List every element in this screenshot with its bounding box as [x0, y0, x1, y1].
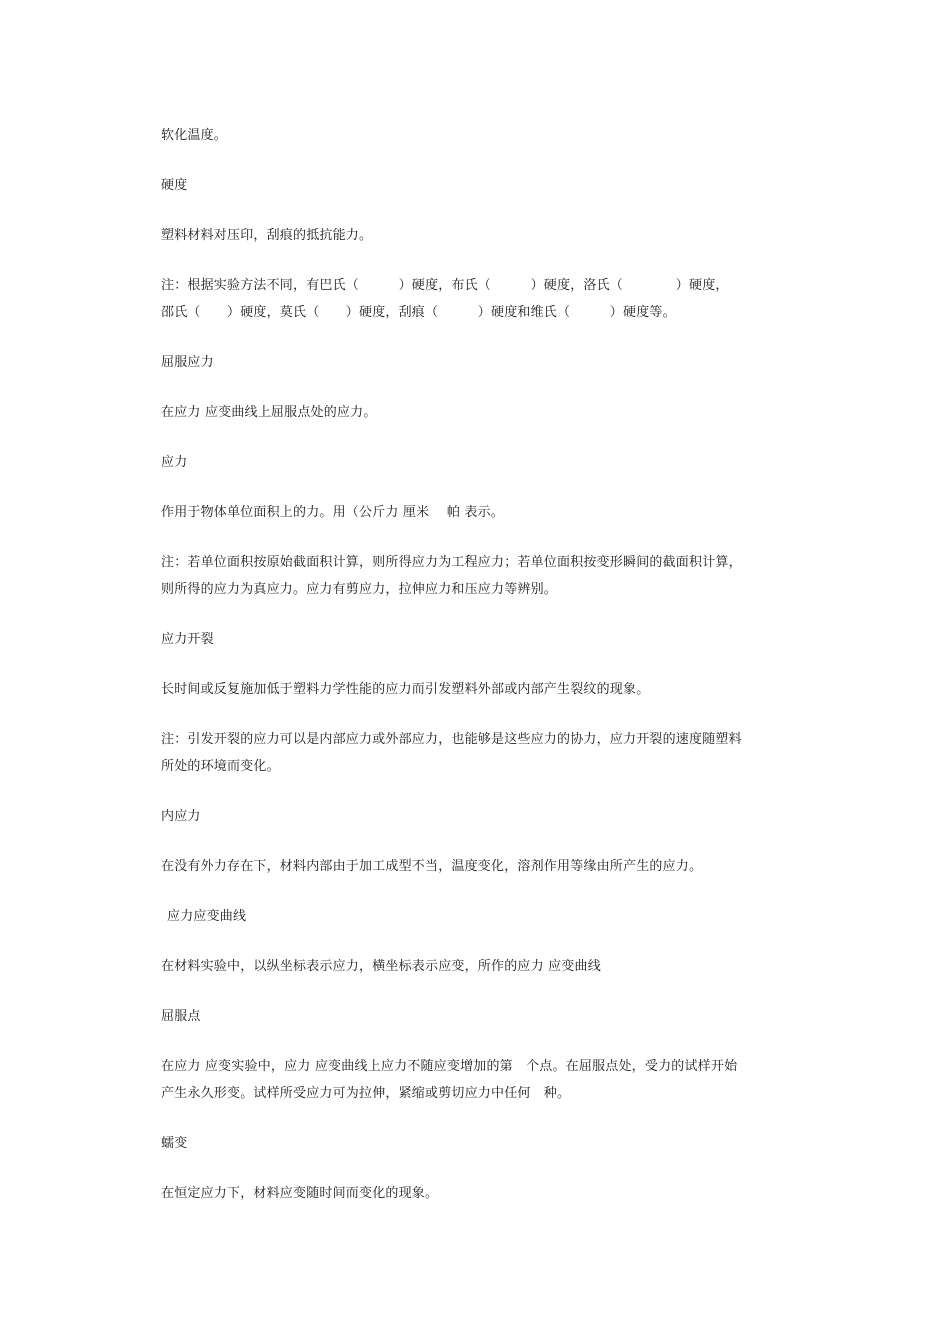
note-line: 所处的环境而变化。 — [161, 759, 280, 774]
text-line: 在恒定应力下，材料应变随时间而变化的现象。 — [161, 1186, 439, 1201]
section-heading: 屈服点 — [161, 1009, 201, 1024]
note-line: 则所得的应力为真应力。应力有剪应力，拉伸应力和压应力等辨别。 — [161, 582, 558, 597]
section-heading: 屈服应力 — [161, 355, 214, 370]
note-line: 注：根据实验方法不同，有巴氏（ ）硬度，布氏（ ）硬度，洛氏（ ）硬度， — [161, 278, 729, 293]
section-heading: 应力 — [161, 455, 188, 470]
note-line: 注：引发开裂的应力可以是内部应力或外部应力，也能够是这些应力的协力，应力开裂的速度随塑料 — [161, 732, 742, 747]
section-heading: 应力开裂 — [161, 632, 214, 647]
section-heading: 应力应变曲线 — [167, 909, 247, 924]
section-heading: 硬度 — [161, 178, 188, 193]
text-line: 在材料实验中，以纵坐标表示应力，横坐标表示应变，所作的应力 应变曲线 — [161, 959, 601, 974]
section-heading: 蠕变 — [161, 1136, 188, 1151]
section-heading: 内应力 — [161, 809, 201, 824]
text-line: 作用于物体单位面积上的力。用（公斤力 厘米 帕 表示。 — [161, 505, 504, 520]
text-line: 长时间或反复施加低于塑料力学性能的应力而引发塑料外部或内部产生裂纹的现象。 — [161, 682, 650, 697]
text-line: 在应力 应变曲线上屈服点处的应力。 — [161, 405, 377, 420]
note-line: 邵氏（ ）硬度，莫氏（ ）硬度，刮痕（ ）硬度和维氏（ ）硬度等。 — [161, 305, 676, 320]
text-line: 塑料材料对压印，刮痕的抵抗能力。 — [161, 228, 373, 243]
text-line: 在没有外力存在下，材料内部由于加工成型不当，温度变化，溶剂作用等缘由所产生的应力。 — [161, 859, 703, 874]
text-line: 软化温度。 — [161, 128, 228, 143]
text-line: 产生永久形变。试样所受应力可为拉伸，紧缩或剪切应力中任何 种。 — [161, 1086, 571, 1101]
note-line: 注：若单位面积按原始截面积计算，则所得应力为工程应力；若单位面积按变形瞬间的截面积计算， — [161, 555, 742, 570]
text-line: 在应力 应变实验中，应力 应变曲线上应力不随应变增加的第 个点。在屈服点处，受力的试样开始 — [161, 1059, 738, 1074]
